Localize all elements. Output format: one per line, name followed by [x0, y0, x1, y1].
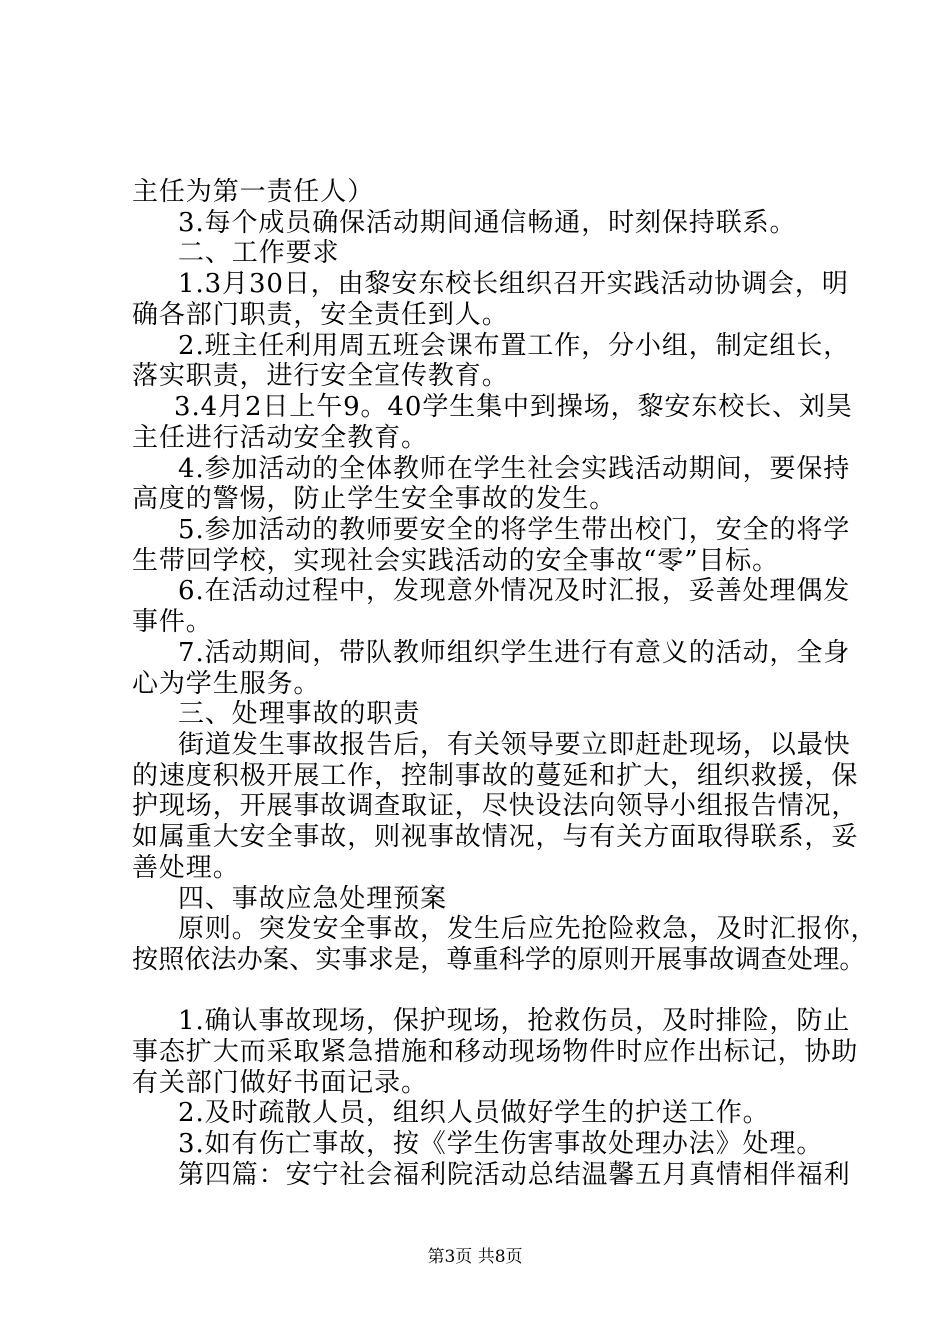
text-line: 7.活动期间，带队教师组织学生进行有意义的活动，全身 — [178, 638, 851, 668]
text-line: 原则。突发安全事故，发生后应先抢险救急，及时汇报你， — [178, 914, 878, 944]
text-line: 护现场，开展事故调查取证，尽快设法向领导小组报告情况， — [132, 791, 859, 821]
text-line: 1.确认事故现场，保护现场，抢救伤员，及时排险，防止 — [178, 1006, 851, 1036]
text-line: 如属重大安全事故，则视事故情况，与有关方面取得联系，妥 — [132, 822, 859, 852]
text-line: 高度的警惕，防止学生安全事故的发生。 — [132, 484, 617, 514]
text-line: 1.3月30日，由黎安东校长组织召开实践活动协调会，明 — [178, 269, 849, 299]
page-footer: 第3页 共8页 — [427, 1247, 523, 1267]
text-line: 2.及时疏散人员，组织人员做好学生的护送工作。 — [178, 1098, 770, 1128]
text-line: 生带回学校，实现社会实践活动的安全事故“零”目标。 — [132, 546, 780, 576]
text-line: 街道发生事故报告后，有关领导要立即赶赴现场，以最快 — [178, 730, 851, 760]
text-line: 确各部门职责，安全责任到人。 — [132, 300, 509, 330]
text-line: 3.每个成员确保活动期间通信畅通，时刻保持联系。 — [178, 208, 797, 238]
text-line: 主任进行活动安全教育。 — [132, 423, 428, 453]
text-line: 3.4月2日上午9。40学生集中到操场，黎安东校长、刘昊 — [174, 392, 853, 422]
text-line: 心为学生服务。 — [132, 669, 321, 699]
text-line: 4.参加活动的全体教师在学生社会实践活动期间，要保持 — [178, 454, 851, 484]
text-line: 善处理。 — [132, 853, 240, 883]
text-line: 2.班主任利用周五班会课布置工作，分小组，制定组长， — [178, 331, 851, 361]
text-line: 3.如有伤亡事故，按《学生伤害事故处理办法》处理。 — [178, 1129, 824, 1159]
text-line: 6.在活动过程中，发现意外情况及时汇报，妥善处理偶发 — [178, 576, 851, 606]
text-line: 事件。 — [132, 607, 213, 637]
text-line: 落实职责，进行安全宣传教育。 — [132, 361, 509, 391]
text-line: 的速度积极开展工作，控制事故的蔓延和扩大，组织救援，保 — [132, 761, 859, 791]
section-heading: 三、处理事故的职责 — [178, 699, 421, 729]
text-line: 第四篇：安宁社会福利院活动总结温馨五月真情相伴福利 — [178, 1160, 851, 1190]
text-line: 有关部门做好书面记录。 — [132, 1068, 428, 1098]
text-line: 5.参加活动的教师要安全的将学生带出校门，安全的将学 — [178, 515, 851, 545]
section-heading: 四、事故应急处理预案 — [178, 884, 448, 914]
text-line: 主任为第一责任人） — [132, 177, 375, 207]
section-heading: 二、工作要求 — [178, 238, 340, 268]
text-line: 事态扩大而采取紧急措施和移动现场物件时应作出标记，协助 — [132, 1037, 859, 1067]
text-line: 按照依法办案、实事求是，尊重科学的原则开展事故调查处理。 — [132, 945, 866, 975]
